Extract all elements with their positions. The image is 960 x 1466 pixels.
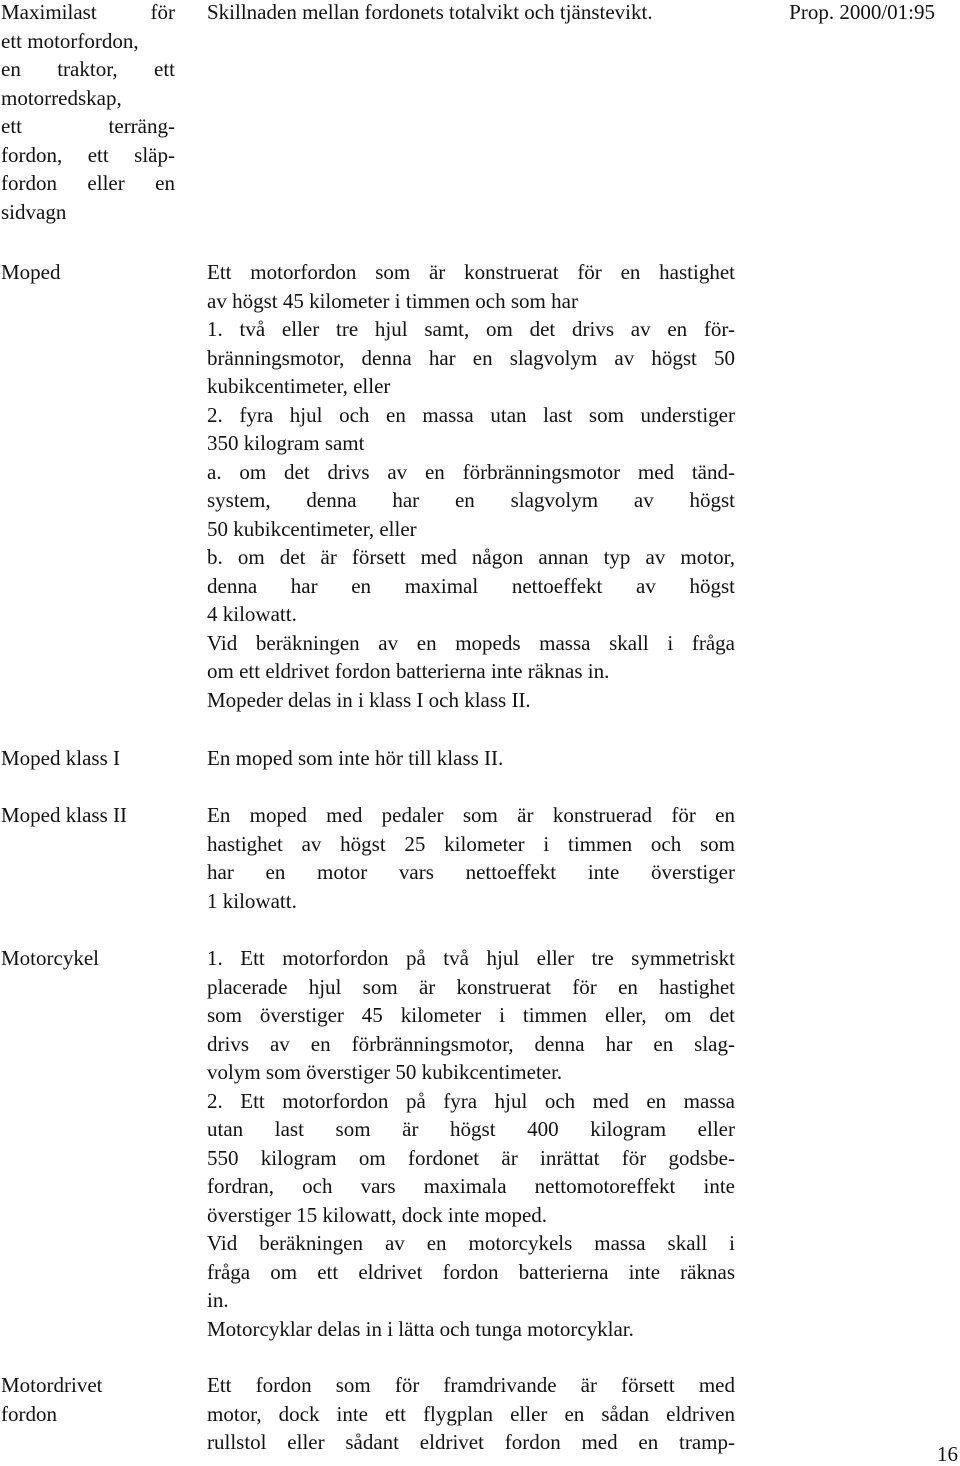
header-label-line: motorredskap, <box>1 85 122 110</box>
definition-line: Ett fordon som för framdrivande är försett med <box>207 1373 735 1397</box>
definition-line: volym som överstiger 50 kubikcentimeter. <box>207 1060 563 1084</box>
header-label-line: ett motorfordon, <box>1 28 139 53</box>
definition-line: b. om det är försett med någon annan typ av motor, <box>207 545 735 569</box>
definition-line: in. <box>207 1288 229 1312</box>
header-label <box>1 0 175 226</box>
definition-line: system, denna har en slagvolym av högst <box>207 488 735 512</box>
definition-line: placerade hjul som är konstruerat för en hastighet <box>207 974 735 999</box>
definition-line: 1 kilowatt. <box>207 888 297 913</box>
definition-line: rullstol eller sådant eldrivet fordon med en tramp- <box>207 1430 735 1454</box>
header-label-line: fordon eller en <box>1 171 175 195</box>
definition-line: motor, dock inte ett flygplan eller en sådan eldriven <box>207 1401 735 1426</box>
definition-line: Mopeder delas in i klass I och klass II. <box>207 687 531 712</box>
definition-line: utan last som är högst 400 kilogram eller <box>207 1117 735 1141</box>
header-label-line: en traktor, ett <box>1 57 175 81</box>
definition-line: drivs av en förbränningsmotor, denna har en slag- <box>207 1031 735 1056</box>
definition-line: 2. Ett motorfordon på fyra hjul och med en massa <box>207 1088 735 1113</box>
definition-line: bränningsmotor, denna har en slagvolym av högst 50 <box>207 345 735 370</box>
definition-line: Motorcyklar delas in i lätta och tunga motorcyklar. <box>207 1316 634 1341</box>
definition-line: En moped som inte hör till klass II. <box>207 746 504 770</box>
header-label-line: ett terräng- <box>1 114 175 138</box>
definition-line: har en motor vars nettoeffekt inte överstiger <box>207 860 735 884</box>
header-prop-reference: Prop. 2000/01:95 <box>789 0 935 24</box>
definition-line: 4 kilowatt. <box>207 602 297 626</box>
header-label-line: sidvagn <box>1 199 67 224</box>
term-line: fordon <box>1 1401 57 1426</box>
definition-line: överstiger 15 kilowatt, dock inte moped. <box>207 1202 548 1227</box>
definition-line: En moped med pedaler som är konstruerad för en <box>207 803 735 827</box>
definition-line: Vid beräkningen av en motorcykels massa skall i <box>207 1231 735 1255</box>
header-title: Skillnaden mellan fordonets totalvikt och tjänstevikt. <box>207 0 653 24</box>
term-moped-klass-1 <box>1 744 181 773</box>
definition-line: fordran, och vars maximala nettomotoreffekt inte <box>207 1174 735 1198</box>
term-line: Moped klass I <box>1 746 120 770</box>
term-motordrivet-fordon <box>1 1371 181 1428</box>
definition-line: denna har en maximal nettoeffekt av högst <box>207 573 735 598</box>
definition-line: hastighet av högst 25 kilometer i timmen och som <box>207 831 735 856</box>
definition-line: 550 kilogram om fordonet är inrättat för godsbe- <box>207 1145 735 1170</box>
term-moped-klass-2 <box>1 801 181 830</box>
definition-line: av högst 45 kilometer i timmen och som har <box>207 288 578 313</box>
term-line: Moped klass II <box>1 803 127 827</box>
term-moped <box>1 258 181 287</box>
term-line: Moped <box>1 260 61 284</box>
definition-line: Vid beräkningen av en mopeds massa skall i fråga <box>207 630 735 655</box>
term-line: Motorcykel <box>1 946 99 970</box>
definition-moped-klass-1 <box>207 744 735 773</box>
definition-line: 50 kubikcentimeter, eller <box>207 516 417 541</box>
definition-moped <box>207 258 735 714</box>
definition-line: 2. fyra hjul och en massa utan last som understiger <box>207 402 735 427</box>
definition-motorcykel <box>207 944 735 1343</box>
definition-line: 1. två eller tre hjul samt, om det drivs av en för- <box>207 317 735 341</box>
definition-motordrivet-fordon <box>207 1371 735 1457</box>
header-label-line: Maximilast för <box>1 0 175 24</box>
term-motorcykel <box>1 944 181 973</box>
definition-moped-klass-2 <box>207 801 735 915</box>
term-line: Motordrivet <box>1 1373 103 1397</box>
page-number: 16 <box>937 1442 958 1466</box>
definition-line: som överstiger 45 kilometer i timmen eller, om det <box>207 1003 735 1027</box>
definition-line: Ett motorfordon som är konstruerat för en hastighet <box>207 260 735 284</box>
definition-line: 350 kilogram samt <box>207 431 365 455</box>
header-label-line: fordon, ett släp- <box>1 142 175 167</box>
definition-line: a. om det drivs av en förbränningsmotor med tänd- <box>207 459 735 484</box>
definition-line: fråga om ett eldrivet fordon batterierna inte räknas <box>207 1259 735 1284</box>
definition-line: kubikcentimeter, eller <box>207 374 391 398</box>
definition-line: om ett eldrivet fordon batterierna inte räknas in. <box>207 659 610 683</box>
definition-line: 1. Ett motorfordon på två hjul eller tre symmetriskt <box>207 946 735 970</box>
